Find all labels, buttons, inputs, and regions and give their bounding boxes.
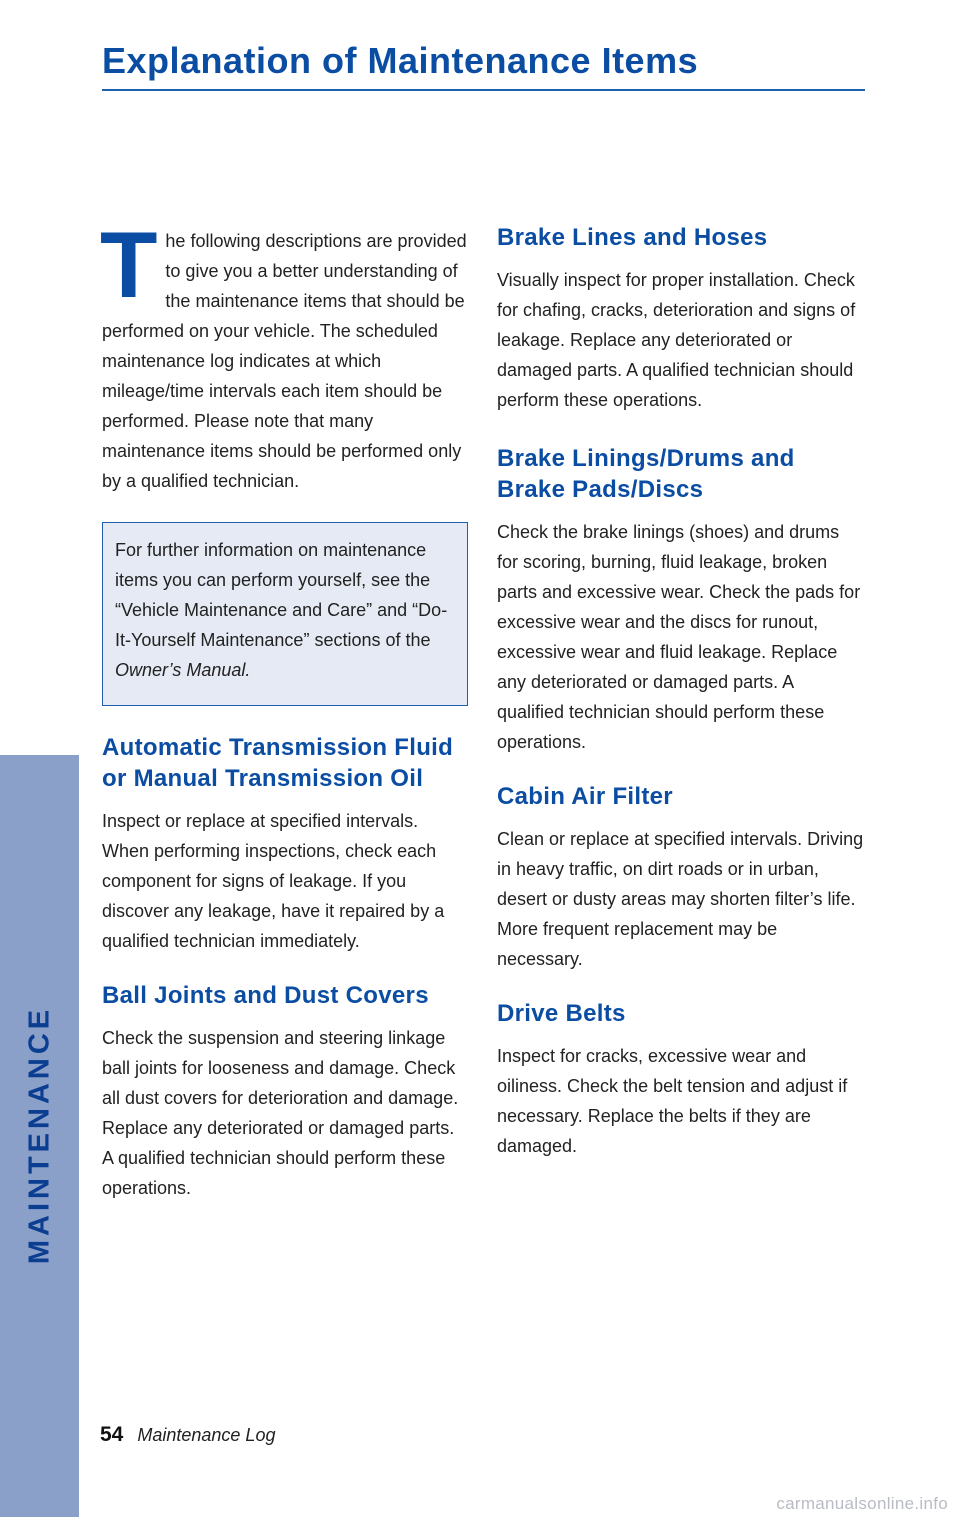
owners-manual-reference: Owner’s Manual. xyxy=(115,660,251,680)
note-text xyxy=(115,535,457,685)
section-body: Clean or replace at specified intervals. Driving in heavy traffic, on dirt roads or in urban, desert or dusty areas may shorten filter’s life. More frequent replacement may be necessary. xyxy=(497,829,864,969)
left-column xyxy=(100,212,468,1203)
section-heading: Ball Joints and Dust Covers xyxy=(102,982,429,1009)
intro-paragraph xyxy=(100,212,468,496)
section-body: Inspect or replace at specified intervals. When performing inspections, check each component for signs of leakage. If you discover any leakage, have it repaired by a qualified technician immediately. xyxy=(102,811,445,951)
page-footer xyxy=(100,1423,275,1447)
section-ball-joints xyxy=(102,980,468,1203)
info-note-box xyxy=(102,522,468,706)
watermark: carmanualsonline.info xyxy=(776,1494,948,1513)
section-cabin-air-filter xyxy=(497,781,865,974)
section-heading: Brake Lines and Hoses xyxy=(497,224,768,251)
section-body: Check the suspension and steering linkage ball joints for looseness and damage. Check all dust covers for deterioration and damage. Replace any deteriorated or damaged parts. A qualified technician should perform these operations. xyxy=(102,1028,459,1198)
section-heading: Brake Linings/Drums and Brake Pads/Discs xyxy=(497,445,795,503)
section-heading: Cabin Air Filter xyxy=(497,783,673,810)
section-body: Visually inspect for proper installation. Check for chafing, cracks, deterioration and signs of leakage. Replace any deteriorated or damaged parts. A qualified technician should perform these operations. xyxy=(497,270,856,410)
section-automatic-transmission xyxy=(102,732,468,956)
title-rule xyxy=(102,89,865,91)
drop-cap: T xyxy=(100,212,158,317)
page-number: 54 xyxy=(100,1423,124,1446)
section-brake-lines xyxy=(497,222,865,415)
note-body: For further information on maintenance items you can perform yourself, see the “Vehicle Maintenance and Care” and “Do-It-Yourself Maintenance” sections of the xyxy=(115,540,448,650)
section-heading: Automatic Transmission Fluid or Manual Transmission Oil xyxy=(102,734,454,792)
side-tab-label: MAINTENANCE xyxy=(23,1005,56,1265)
intro-text: he following descriptions are provided to give you a better understanding of the maintenance items that should be performed on your vehicle. The scheduled maintenance log indicates at which mileage/time intervals each item should be performed. Please note that many maintenance items should be performed only by a qualified technician. xyxy=(102,231,467,491)
section-brake-linings xyxy=(497,443,865,757)
page-title: Explanation of Maintenance Items xyxy=(102,40,699,81)
section-body: Inspect for cracks, excessive wear and oiliness. Check the belt tension and adjust if necessary. Replace the belts if they are damaged. xyxy=(497,1046,848,1156)
section-heading: Drive Belts xyxy=(497,1000,626,1027)
right-column xyxy=(497,222,865,1161)
section-drive-belts xyxy=(497,998,865,1161)
footer-label: Maintenance Log xyxy=(137,1425,276,1445)
section-body: Check the brake linings (shoes) and drums for scoring, burning, fluid leakage, broken parts and excessive wear. Check the pads for excessive wear and the discs for runout, excessive wear and fluid leakage. Replace any deteriorated or damaged parts. A qualified technician should perform these operations. xyxy=(497,522,861,752)
